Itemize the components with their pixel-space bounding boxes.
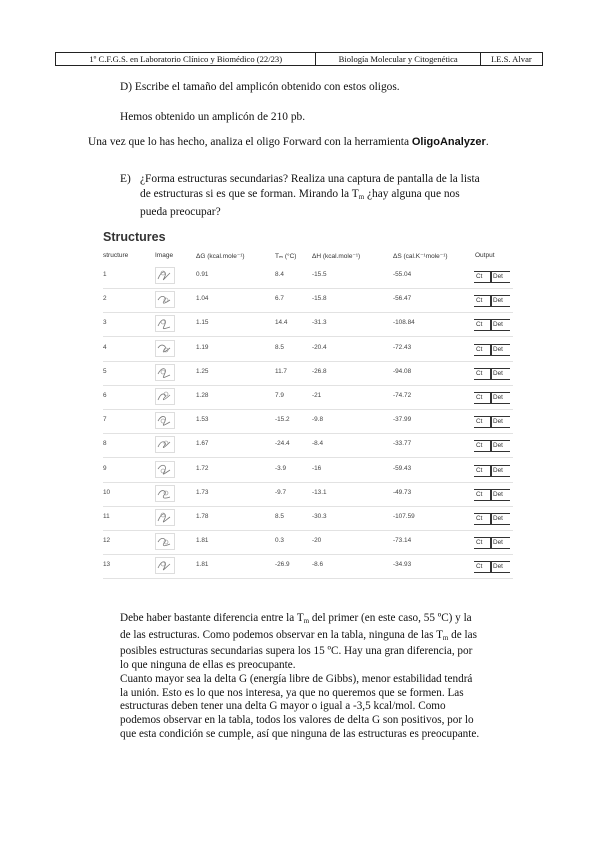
cell-n: 11 — [103, 513, 110, 520]
question-d: D) Escribe el tamaño del amplicón obtenido con estos oligos. — [120, 81, 400, 93]
cell-ds: -73.14 — [393, 537, 412, 545]
structure-thumbnail-icon[interactable] — [155, 315, 175, 332]
structure-row — [103, 338, 513, 362]
cell-dh: -21 — [312, 392, 322, 399]
instruction-text: Una vez que lo has hecho, analiza el oligo Forward con la herramienta — [88, 136, 412, 148]
header-course: 1º C.F.G.S. en Laboratorio Clínico y Biomédico (22/23) — [56, 53, 316, 66]
structure-row — [103, 313, 513, 337]
structure-row — [103, 362, 513, 386]
col-output: Output — [475, 252, 495, 259]
cell-dh: -8.6 — [312, 561, 324, 569]
cell-dg: 1.15 — [196, 319, 209, 327]
cell-ds: -74.72 — [393, 392, 412, 399]
instruction-end: . — [485, 136, 489, 148]
structure-row — [103, 386, 513, 410]
cell-dg: 1.72 — [196, 464, 209, 472]
cell-n: 7 — [103, 416, 107, 424]
cell-ds: -33.77 — [393, 440, 412, 448]
cell-dg: 1.25 — [196, 367, 209, 375]
structure-thumbnail-icon[interactable] — [155, 364, 175, 381]
structure-row — [103, 289, 513, 313]
det-button[interactable]: Det — [490, 368, 510, 380]
det-button[interactable]: Det — [490, 513, 510, 525]
question-e — [140, 172, 520, 220]
cell-dh: -8.4 — [312, 440, 324, 448]
answer-d: Hemos obtenido un amplicón de 210 pb. — [120, 111, 306, 123]
structure-row — [103, 483, 513, 507]
cell-dg: 0.91 — [196, 271, 209, 278]
tool-name: OligoAnalyzer — [411, 136, 486, 148]
answer-line: Cuanto mayor sea la delta G (energía libre de Gibbs), menor estabilidad tendrá — [120, 672, 473, 685]
cell-dh: -16 — [312, 464, 322, 472]
answer-line: podemos observar en la tabla, todos los valores de delta G son positivos, por lo — [120, 713, 474, 726]
cell-tm: -15.2 — [275, 416, 290, 424]
cell-n: 8 — [103, 440, 107, 448]
cell-tm: -24.4 — [275, 440, 290, 448]
ct-button[interactable]: Ct — [474, 368, 492, 380]
cell-dh: -31.3 — [312, 319, 327, 327]
structure-row — [103, 531, 513, 555]
question-e-line1: ¿Forma estructuras secundarias? Realiza una captura de pantalla de la lista — [140, 173, 480, 185]
cell-dh: -13.1 — [312, 488, 327, 496]
answer-line: que esta condición se cumple, así que ninguna de las estructuras es preocupante. — [120, 727, 480, 740]
cell-tm: 14.4 — [275, 319, 288, 327]
cell-n: 13 — [103, 561, 111, 569]
col-tm: Tₘ (°C) — [275, 253, 297, 260]
structure-thumbnail-icon[interactable] — [155, 533, 175, 550]
answer-line: estructuras deben tener una delta G mayor o igual a -3,5 kcal/mol. Como — [120, 700, 446, 713]
answer-e — [120, 612, 520, 741]
row-divider — [103, 578, 513, 579]
cell-n: 12 — [103, 537, 111, 545]
ct-button[interactable]: Ct — [474, 344, 492, 356]
cell-dh: -20.4 — [312, 343, 327, 351]
col-delta-g: ΔG (kcal.mole⁻¹) — [196, 253, 245, 260]
cell-dg: 1.73 — [196, 488, 209, 496]
structure-thumbnail-icon[interactable] — [155, 485, 175, 502]
cell-n: 2 — [103, 295, 107, 303]
answer-line: posibles estructuras secundarias supera los 15 ºC. Hay una gran diferencia, por — [120, 645, 473, 658]
ct-button[interactable]: Ct — [474, 271, 492, 283]
det-button[interactable]: Det — [490, 537, 510, 549]
col-image: Image — [155, 252, 174, 259]
det-button[interactable]: Det — [490, 295, 510, 307]
cell-dg: 1.81 — [196, 561, 209, 569]
cell-dh: -9.8 — [312, 416, 324, 424]
cell-n: 6 — [103, 392, 107, 399]
ct-button[interactable]: Ct — [474, 392, 492, 404]
structure-row — [103, 434, 513, 458]
cell-dg: 1.81 — [196, 537, 209, 545]
cell-dg: 1.28 — [196, 392, 209, 399]
cell-tm: 8.4 — [275, 271, 284, 278]
structure-thumbnail-icon[interactable] — [155, 557, 175, 574]
ct-button[interactable]: Ct — [474, 465, 492, 477]
structure-thumbnail-icon[interactable] — [155, 509, 175, 526]
cell-n: 1 — [103, 271, 107, 278]
cell-tm: -26.9 — [275, 561, 290, 569]
structure-thumbnail-icon[interactable] — [155, 291, 175, 308]
cell-ds: -49.73 — [393, 488, 412, 496]
document-header — [55, 52, 543, 66]
structure-thumbnail-icon[interactable] — [155, 267, 175, 284]
cell-dg: 1.78 — [196, 513, 209, 520]
cell-dh: -15.8 — [312, 295, 327, 303]
cell-n: 4 — [103, 343, 107, 351]
cell-dh: -15.5 — [312, 271, 327, 278]
det-button[interactable]: Det — [490, 561, 510, 573]
cell-dg: 1.19 — [196, 343, 209, 351]
det-button[interactable]: Det — [490, 319, 510, 331]
answer-line: de las estructuras. Como podemos observar en la tabla, ninguna de las $T_m$ de las — [120, 628, 477, 642]
det-button[interactable]: Det — [490, 489, 510, 501]
cell-dh: -30.3 — [312, 513, 327, 520]
cell-ds: -34.93 — [393, 561, 412, 569]
ct-button[interactable]: Ct — [474, 537, 492, 549]
cell-dg: 1.04 — [196, 295, 209, 303]
cell-tm: 8.5 — [275, 513, 284, 520]
ct-button[interactable]: Ct — [474, 489, 492, 501]
ct-button[interactable]: Ct — [474, 513, 492, 525]
ct-button[interactable]: Ct — [474, 416, 492, 428]
structure-thumbnail-icon[interactable] — [155, 436, 175, 453]
ct-button[interactable]: Ct — [474, 561, 492, 573]
structure-row — [103, 555, 513, 579]
structure-row — [103, 507, 513, 531]
col-structure: structure — [103, 252, 129, 259]
cell-ds: -107.59 — [393, 513, 415, 520]
structure-thumbnail-icon[interactable] — [155, 461, 175, 478]
structures-title: Structures — [103, 230, 166, 244]
cell-tm: -3.9 — [275, 464, 287, 472]
cell-tm: 6.7 — [275, 295, 284, 303]
cell-ds: -72.43 — [393, 343, 412, 351]
cell-tm: 7.9 — [275, 392, 284, 399]
det-button[interactable]: Det — [490, 344, 510, 356]
cell-n: 10 — [103, 488, 111, 496]
ct-button[interactable]: Ct — [474, 319, 492, 331]
cell-dg: 1.67 — [196, 440, 209, 448]
structures-screenshot — [103, 230, 513, 571]
header-school: I.E.S. Alvar — [480, 53, 542, 66]
oligoanalyzer-instruction — [88, 135, 489, 150]
cell-ds: -56.47 — [393, 295, 412, 303]
structure-thumbnail-icon[interactable] — [155, 340, 175, 357]
det-button[interactable]: Det — [490, 440, 510, 452]
cell-n: 3 — [103, 319, 107, 327]
cell-tm: 0.3 — [275, 537, 284, 545]
det-button[interactable]: Det — [490, 271, 510, 283]
cell-dh: -20 — [312, 537, 322, 545]
cell-ds: -108.84 — [393, 319, 415, 327]
det-button[interactable]: Det — [490, 465, 510, 477]
answer-line: la unión. Esto es lo que nos interesa, ya que no queremos que se formen. Las — [120, 686, 464, 699]
cell-dh: -26.8 — [312, 367, 327, 375]
structure-row — [103, 265, 513, 289]
structure-row — [103, 410, 513, 434]
question-e-line3: pueda preocupar? — [140, 206, 221, 218]
cell-tm: 11.7 — [275, 367, 287, 375]
cell-ds: -94.08 — [393, 367, 412, 375]
cell-tm: 8.5 — [275, 343, 284, 351]
cell-ds: -59.43 — [393, 464, 412, 472]
det-button[interactable]: Det — [490, 416, 510, 428]
cell-dg: 1.53 — [196, 416, 209, 424]
question-e-line2: de estructuras si es que se forman. Mirando la $T_m$ ¿hay alguna que nos — [140, 188, 460, 201]
ct-button[interactable]: Ct — [474, 295, 492, 307]
col-delta-h: ΔH (kcal.mole⁻¹) — [312, 253, 361, 260]
col-delta-s: ΔS (cal.K⁻¹mole⁻¹) — [393, 253, 448, 260]
cell-ds: -55.04 — [393, 271, 412, 278]
question-e-label: E) — [120, 173, 131, 185]
cell-ds: -37.99 — [393, 416, 412, 424]
cell-n: 9 — [103, 464, 107, 472]
header-subject: Biología Molecular y Citogenética — [316, 53, 480, 66]
structure-thumbnail-icon[interactable] — [155, 388, 175, 405]
answer-line: lo que ninguna de ellas es preocupante. — [120, 659, 296, 672]
cell-n: 5 — [103, 367, 107, 375]
det-button[interactable]: Det — [490, 392, 510, 404]
structure-thumbnail-icon[interactable] — [155, 412, 175, 429]
cell-tm: -9.7 — [275, 488, 287, 496]
structure-row — [103, 459, 513, 483]
ct-button[interactable]: Ct — [474, 440, 492, 452]
answer-line: Debe haber bastante diferencia entre la $T_m$ del primer (en este caso, 55 ºC) y la — [120, 612, 472, 625]
